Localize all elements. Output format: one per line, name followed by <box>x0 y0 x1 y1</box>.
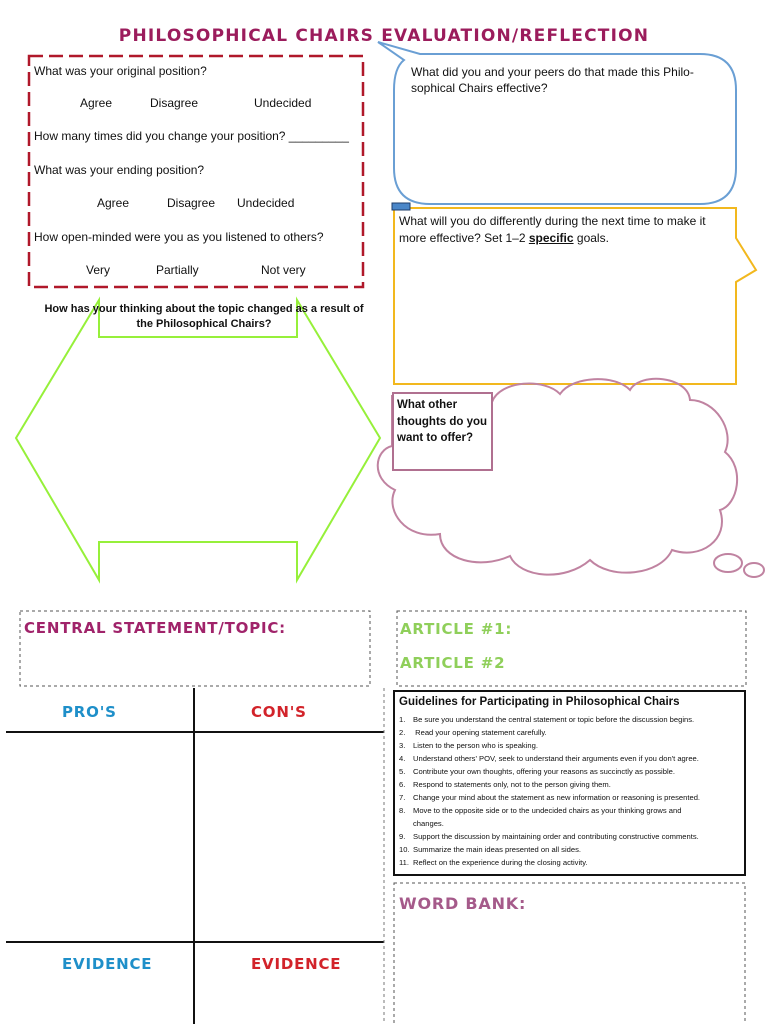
guideline-text: changes. <box>413 819 444 828</box>
thinking-changed-question: How has your thinking about the topic changed as a result of the Philosophical Chairs? <box>44 303 364 330</box>
original-agree-option[interactable]: Agree <box>80 96 113 110</box>
article-2-heading: ARTICLE #2 <box>400 654 506 672</box>
goals-question-end: goals. <box>573 231 609 245</box>
thought-bubble-small <box>714 554 742 572</box>
guideline-number: 8. <box>399 806 406 815</box>
cons-heading: CON'S <box>251 703 307 721</box>
ending-undecided-option[interactable]: Undecided <box>237 196 295 210</box>
guideline-item <box>399 752 741 765</box>
open-minded-question: How open-minded were you as you listened to others? <box>34 230 324 244</box>
ending-disagree-option[interactable]: Disagree <box>167 196 216 210</box>
word-bank-heading: WORD BANK: <box>399 894 527 913</box>
guideline-number: 9. <box>399 832 406 841</box>
guideline-item <box>399 843 741 856</box>
goals-emphasis: specific <box>528 231 574 245</box>
central-statement-heading: CENTRAL STATEMENT/TOPIC: <box>24 619 286 637</box>
other-thoughts-question: What other thoughts do you want to offer? <box>397 399 488 444</box>
original-undecided-option[interactable]: Undecided <box>254 96 312 110</box>
guideline-text: Summarize the main ideas presented on all sides. <box>413 845 581 854</box>
guideline-number: 11. <box>399 858 409 867</box>
goals-question-text: What will you do differently during the next time to make it more effective? Set 1–2 <box>399 214 706 245</box>
guideline-number: 7. <box>399 793 406 802</box>
guidelines-title: Guidelines for Participating in Philosophical Chairs <box>399 696 680 708</box>
guideline-item <box>399 765 741 778</box>
guideline-item <box>399 713 741 726</box>
guideline-text: Understand others' POV, seek to understand their arguments even if you don't agree. <box>413 754 699 763</box>
guideline-text: Reflect on the experience during the closing activity. <box>413 858 588 867</box>
guideline-number: 10. <box>399 845 410 854</box>
open-minded-not-very-option[interactable]: Not very <box>261 263 306 277</box>
guideline-text: Read your opening statement carefully. <box>413 728 547 737</box>
guideline-number: 5. <box>399 767 406 776</box>
peers-effective-question: What did you and your peers do that made this Philo-sophical Chairs effective? <box>411 65 694 95</box>
evidence-right-heading: EVIDENCE <box>251 955 342 973</box>
guideline-text: Be sure you understand the central statement or topic before the discussion begins. <box>413 715 695 724</box>
guideline-text: Move to the opposite side or to the undecided chairs as your thinking grows and <box>413 806 682 815</box>
guideline-text: Change your mind about the statement as new information or reasoning is presented. <box>413 793 701 802</box>
guideline-text: Respond to statements only, not to the person giving them. <box>413 780 611 789</box>
guideline-number: 6. <box>399 780 406 789</box>
reflection-hexagon <box>16 300 380 580</box>
thought-bubble-tiny <box>744 563 764 577</box>
guideline-item <box>399 804 741 817</box>
page-title: PHILOSOPHICAL CHAIRS EVALUATION/REFLECTION <box>118 26 650 46</box>
guideline-text: Contribute your own thoughts, offering your reasons as succinctly as possible. <box>413 767 675 776</box>
guideline-number: 1. <box>399 715 406 724</box>
guideline-item <box>399 726 741 739</box>
guideline-item <box>399 856 741 869</box>
open-minded-partially-option[interactable]: Partially <box>156 263 199 277</box>
guideline-number: 4. <box>399 754 406 763</box>
guidelines-list <box>399 713 741 869</box>
original-disagree-option[interactable]: Disagree <box>150 96 199 110</box>
position-changes-question[interactable]: How many times did you change your position? _________ <box>34 129 349 143</box>
evidence-left-heading: EVIDENCE <box>62 955 153 973</box>
guideline-text: Support the discussion by maintaining order and contributing constructive comments. <box>413 832 699 841</box>
guideline-item <box>399 778 741 791</box>
guideline-number: 3. <box>399 741 406 750</box>
guideline-item <box>399 791 741 804</box>
guideline-number: 2. <box>399 728 406 737</box>
original-position-question: What was your original position? <box>34 64 207 78</box>
pros-heading: PRO'S <box>62 703 117 721</box>
guideline-item <box>399 830 741 843</box>
article-1-heading: ARTICLE #1: <box>400 620 513 638</box>
ending-agree-option[interactable]: Agree <box>97 196 130 210</box>
guideline-item <box>399 817 741 830</box>
goals-callout-tab <box>392 203 410 210</box>
ending-position-question: What was your ending position? <box>34 163 205 177</box>
open-minded-very-option[interactable]: Very <box>86 263 111 277</box>
guideline-item <box>399 739 741 752</box>
goals-question <box>399 213 731 247</box>
guideline-text: Listen to the person who is speaking. <box>413 741 538 750</box>
